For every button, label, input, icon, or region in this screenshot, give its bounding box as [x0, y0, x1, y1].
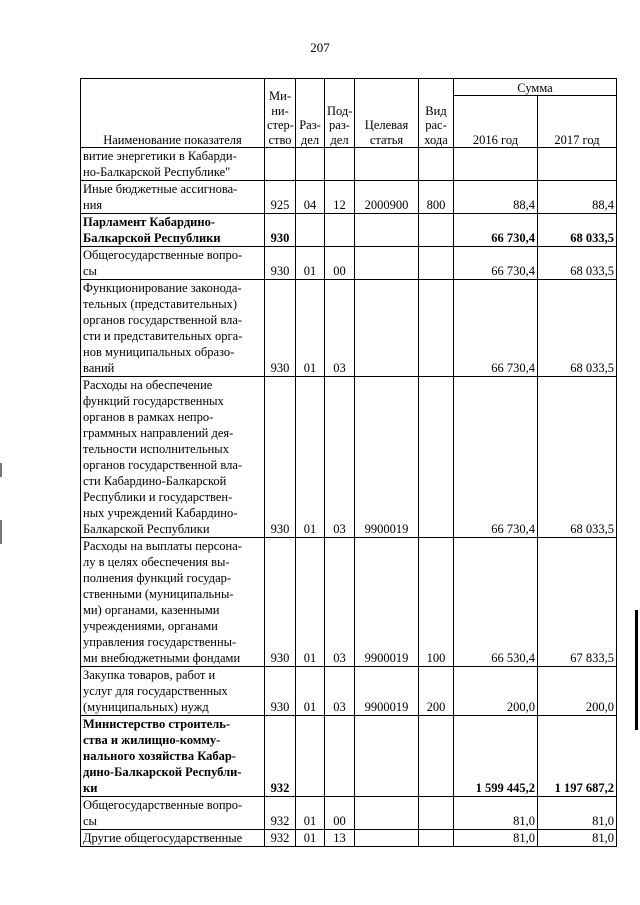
row-expense: 200	[419, 667, 454, 716]
header-year-2016: 2016 год	[454, 96, 538, 148]
row-ministry: 925	[265, 181, 296, 214]
row-ministry: 930	[265, 377, 296, 538]
scan-edge-mark	[0, 463, 2, 477]
row-sum-2016: 1 599 445,2	[454, 716, 538, 797]
row-subsection: 00	[325, 247, 355, 280]
row-sum-2016: 81,0	[454, 830, 538, 847]
row-section: 04	[296, 181, 325, 214]
row-name: Иные бюджетные ассигнова- ния	[81, 181, 265, 214]
row-subsection: 03	[325, 280, 355, 377]
table-row	[81, 538, 617, 667]
row-subsection: 03	[325, 667, 355, 716]
row-name: Другие общегосударственные	[81, 830, 265, 847]
row-sum-2017	[538, 148, 617, 181]
row-subsection	[325, 148, 355, 181]
row-target	[355, 148, 419, 181]
row-sum-2016: 200,0	[454, 667, 538, 716]
header-name: Наименование показателя	[81, 79, 265, 148]
row-name: Общегосударственные вопро- сы	[81, 797, 265, 830]
row-name: Парламент Кабардино- Балкарской Республики	[81, 214, 265, 247]
row-ministry: 930	[265, 247, 296, 280]
row-target	[355, 716, 419, 797]
budget-table	[80, 78, 617, 847]
scan-edge-mark	[0, 520, 2, 544]
row-sum-2017: 68 033,5	[538, 214, 617, 247]
table-row	[81, 247, 617, 280]
row-section	[296, 716, 325, 797]
row-target	[355, 280, 419, 377]
row-ministry: 930	[265, 538, 296, 667]
page-number: 207	[310, 40, 330, 55]
row-subsection: 13	[325, 830, 355, 847]
row-name: витие энергетики в Кабарди- но-Балкарской Республике"	[81, 148, 265, 181]
header-subsection: Под- раз- дел	[325, 79, 355, 148]
row-target: 9900019	[355, 667, 419, 716]
row-subsection: 03	[325, 377, 355, 538]
table-row	[81, 667, 617, 716]
table-row	[81, 830, 617, 847]
row-section: 01	[296, 797, 325, 830]
row-expense	[419, 148, 454, 181]
row-ministry: 932	[265, 716, 296, 797]
row-sum-2016	[454, 148, 538, 181]
table-row	[81, 797, 617, 830]
row-ministry: 930	[265, 667, 296, 716]
row-expense	[419, 797, 454, 830]
row-sum-2017: 1 197 687,2	[538, 716, 617, 797]
table-row	[81, 214, 617, 247]
row-expense: 800	[419, 181, 454, 214]
row-expense	[419, 214, 454, 247]
row-section	[296, 148, 325, 181]
header-year-2017: 2017 год	[538, 96, 617, 148]
row-section: 01	[296, 538, 325, 667]
row-sum-2017: 68 033,5	[538, 280, 617, 377]
row-ministry: 930	[265, 280, 296, 377]
row-expense: 100	[419, 538, 454, 667]
row-ministry: 930	[265, 214, 296, 247]
table-row	[81, 148, 617, 181]
row-expense	[419, 830, 454, 847]
row-sum-2016: 88,4	[454, 181, 538, 214]
header-section: Раз- дел	[296, 79, 325, 148]
row-expense	[419, 377, 454, 538]
row-sum-2016: 66 730,4	[454, 247, 538, 280]
row-name: Функционирование законода- тельных (представительных) органов государственной вла- сти и представительных орга- нов муниципальных образо- ваний	[81, 280, 265, 377]
row-sum-2017: 200,0	[538, 667, 617, 716]
header-expense: Вид рас- хода	[419, 79, 454, 148]
header-ministry: Ми- ни- стер- ство	[265, 79, 296, 148]
table-body	[81, 148, 617, 847]
row-section	[296, 214, 325, 247]
row-target: 9900019	[355, 377, 419, 538]
row-ministry: 932	[265, 830, 296, 847]
row-expense	[419, 247, 454, 280]
row-sum-2016: 66 730,4	[454, 377, 538, 538]
row-section: 01	[296, 280, 325, 377]
row-ministry: 932	[265, 797, 296, 830]
header-sum: Сумма	[454, 79, 617, 96]
row-subsection: 00	[325, 797, 355, 830]
row-name: Закупка товаров, работ и услуг для государственных (муниципальных) нужд	[81, 667, 265, 716]
row-name: Общегосударственные вопро- сы	[81, 247, 265, 280]
row-subsection	[325, 716, 355, 797]
row-sum-2016: 81,0	[454, 797, 538, 830]
row-subsection	[325, 214, 355, 247]
row-expense	[419, 716, 454, 797]
row-section: 01	[296, 667, 325, 716]
row-ministry	[265, 148, 296, 181]
row-sum-2016: 66 730,4	[454, 280, 538, 377]
row-sum-2017: 67 833,5	[538, 538, 617, 667]
row-target: 2000900	[355, 181, 419, 214]
row-target	[355, 830, 419, 847]
row-sum-2017: 81,0	[538, 797, 617, 830]
scan-edge-mark	[635, 610, 638, 730]
row-sum-2017: 68 033,5	[538, 377, 617, 538]
table-row	[81, 377, 617, 538]
row-name: Расходы на обеспечение функций государственных органов в рамках непро- граммных направлений дея- тельности исполнительных органов государственной вла- сти Кабардино-Балкарской Республики и государствен- ных учреждений Кабардино- Балкарской Республики	[81, 377, 265, 538]
row-target	[355, 797, 419, 830]
row-section: 01	[296, 247, 325, 280]
row-target	[355, 247, 419, 280]
header-target: Целевая статья	[355, 79, 419, 148]
table-row	[81, 716, 617, 797]
table-row	[81, 181, 617, 214]
row-name: Расходы на выплаты персона- лу в целях обеспечения вы- полнения функций государ- ственными (муниципальны- ми) органами, казенными учреждениями, органами управления государственны- ми внебюджетными фондами	[81, 538, 265, 667]
row-sum-2017: 88,4	[538, 181, 617, 214]
row-target: 9900019	[355, 538, 419, 667]
row-expense	[419, 280, 454, 377]
table-row	[81, 280, 617, 377]
row-section: 01	[296, 830, 325, 847]
row-sum-2017: 68 033,5	[538, 247, 617, 280]
row-sum-2016: 66 730,4	[454, 214, 538, 247]
row-target	[355, 214, 419, 247]
row-sum-2017: 81,0	[538, 830, 617, 847]
row-sum-2016: 66 530,4	[454, 538, 538, 667]
row-section: 01	[296, 377, 325, 538]
row-subsection: 12	[325, 181, 355, 214]
row-subsection: 03	[325, 538, 355, 667]
row-name: Министерство строитель- ства и жилищно-комму- нального хозяйства Кабар- дино-Балкарской Республи- ки	[81, 716, 265, 797]
